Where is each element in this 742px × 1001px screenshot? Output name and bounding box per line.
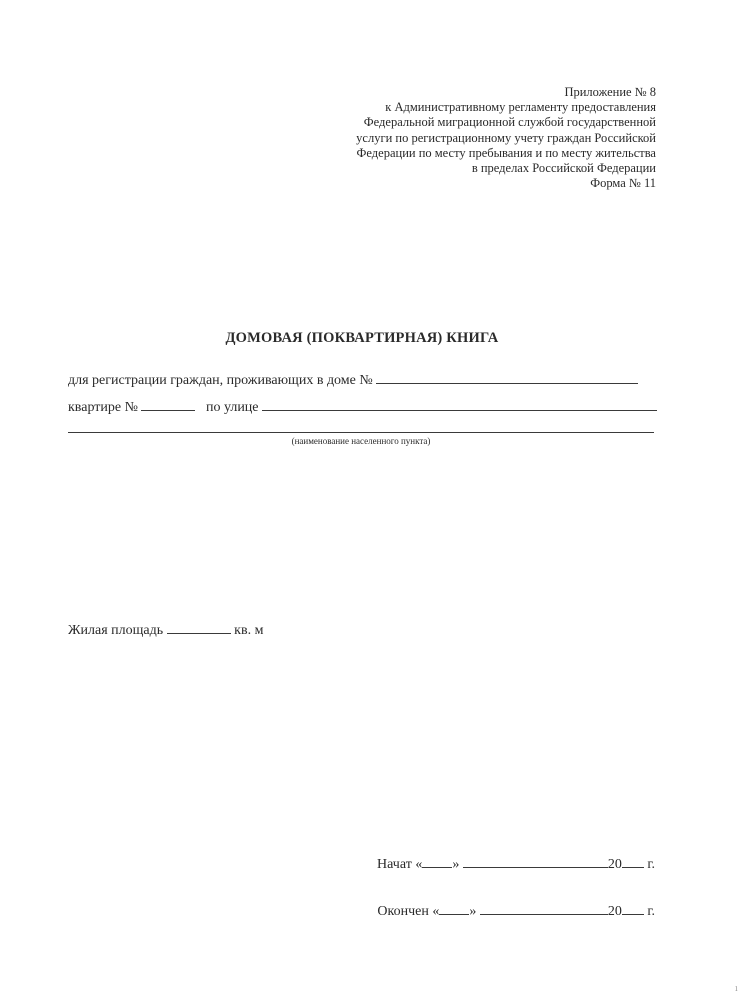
appendix-line-3: Федеральной миграционной службой государственной [363, 115, 656, 130]
living-area-label: Жилая площадь [68, 623, 164, 638]
living-area-unit: кв. м [234, 623, 264, 638]
finished-label: Окончен « [377, 904, 440, 919]
house-label: для регистрации граждан, проживающих в доме № [68, 373, 373, 388]
finished-quote-close: » [469, 904, 477, 919]
document-title: ДОМОВАЯ (ПОКВАРТИРНАЯ) КНИГА [225, 330, 499, 346]
appendix-line-1: Приложение № 8 [564, 85, 656, 99]
finished-year-prefix: 20 [607, 904, 622, 919]
apartment-line [68, 397, 657, 416]
finished-day-field[interactable] [439, 901, 469, 915]
started-year-prefix: 20 [607, 857, 622, 872]
finished-year-suffix: г. [647, 904, 655, 919]
started-quote-close: » [452, 857, 460, 872]
house-number-field[interactable] [376, 370, 638, 384]
apartment-label: квартире № [68, 400, 138, 415]
started-month-field[interactable] [463, 854, 608, 868]
locality-caption: (наименование населенного пункта) [291, 436, 431, 446]
locality-field[interactable] [68, 432, 654, 433]
started-label: Начат « [377, 857, 423, 872]
started-line [377, 854, 655, 873]
apartment-number-field[interactable] [141, 397, 195, 411]
appendix-header [336, 85, 656, 191]
page-number: 1 [734, 985, 738, 993]
finished-year-field[interactable] [622, 901, 644, 915]
living-area-line [68, 620, 263, 639]
appendix-line-5: Федерации по месту пребывания и по месту жительства [356, 145, 656, 160]
appendix-line-7: Форма № 11 [590, 176, 656, 191]
appendix-line-6: в пределах Российской Федерации [471, 161, 656, 176]
living-area-field[interactable] [167, 620, 231, 634]
appendix-line-2: к Административному регламенту предоставления [385, 100, 656, 115]
started-year-suffix: г. [647, 857, 655, 872]
house-line [68, 370, 638, 389]
finished-month-field[interactable] [480, 901, 608, 915]
appendix-line-4: услуги по регистрационному учету граждан Российской [356, 130, 656, 145]
started-day-field[interactable] [422, 854, 452, 868]
finished-line [377, 901, 655, 920]
street-label: по улице [205, 400, 259, 415]
street-field[interactable] [262, 397, 657, 411]
started-year-field[interactable] [622, 854, 644, 868]
